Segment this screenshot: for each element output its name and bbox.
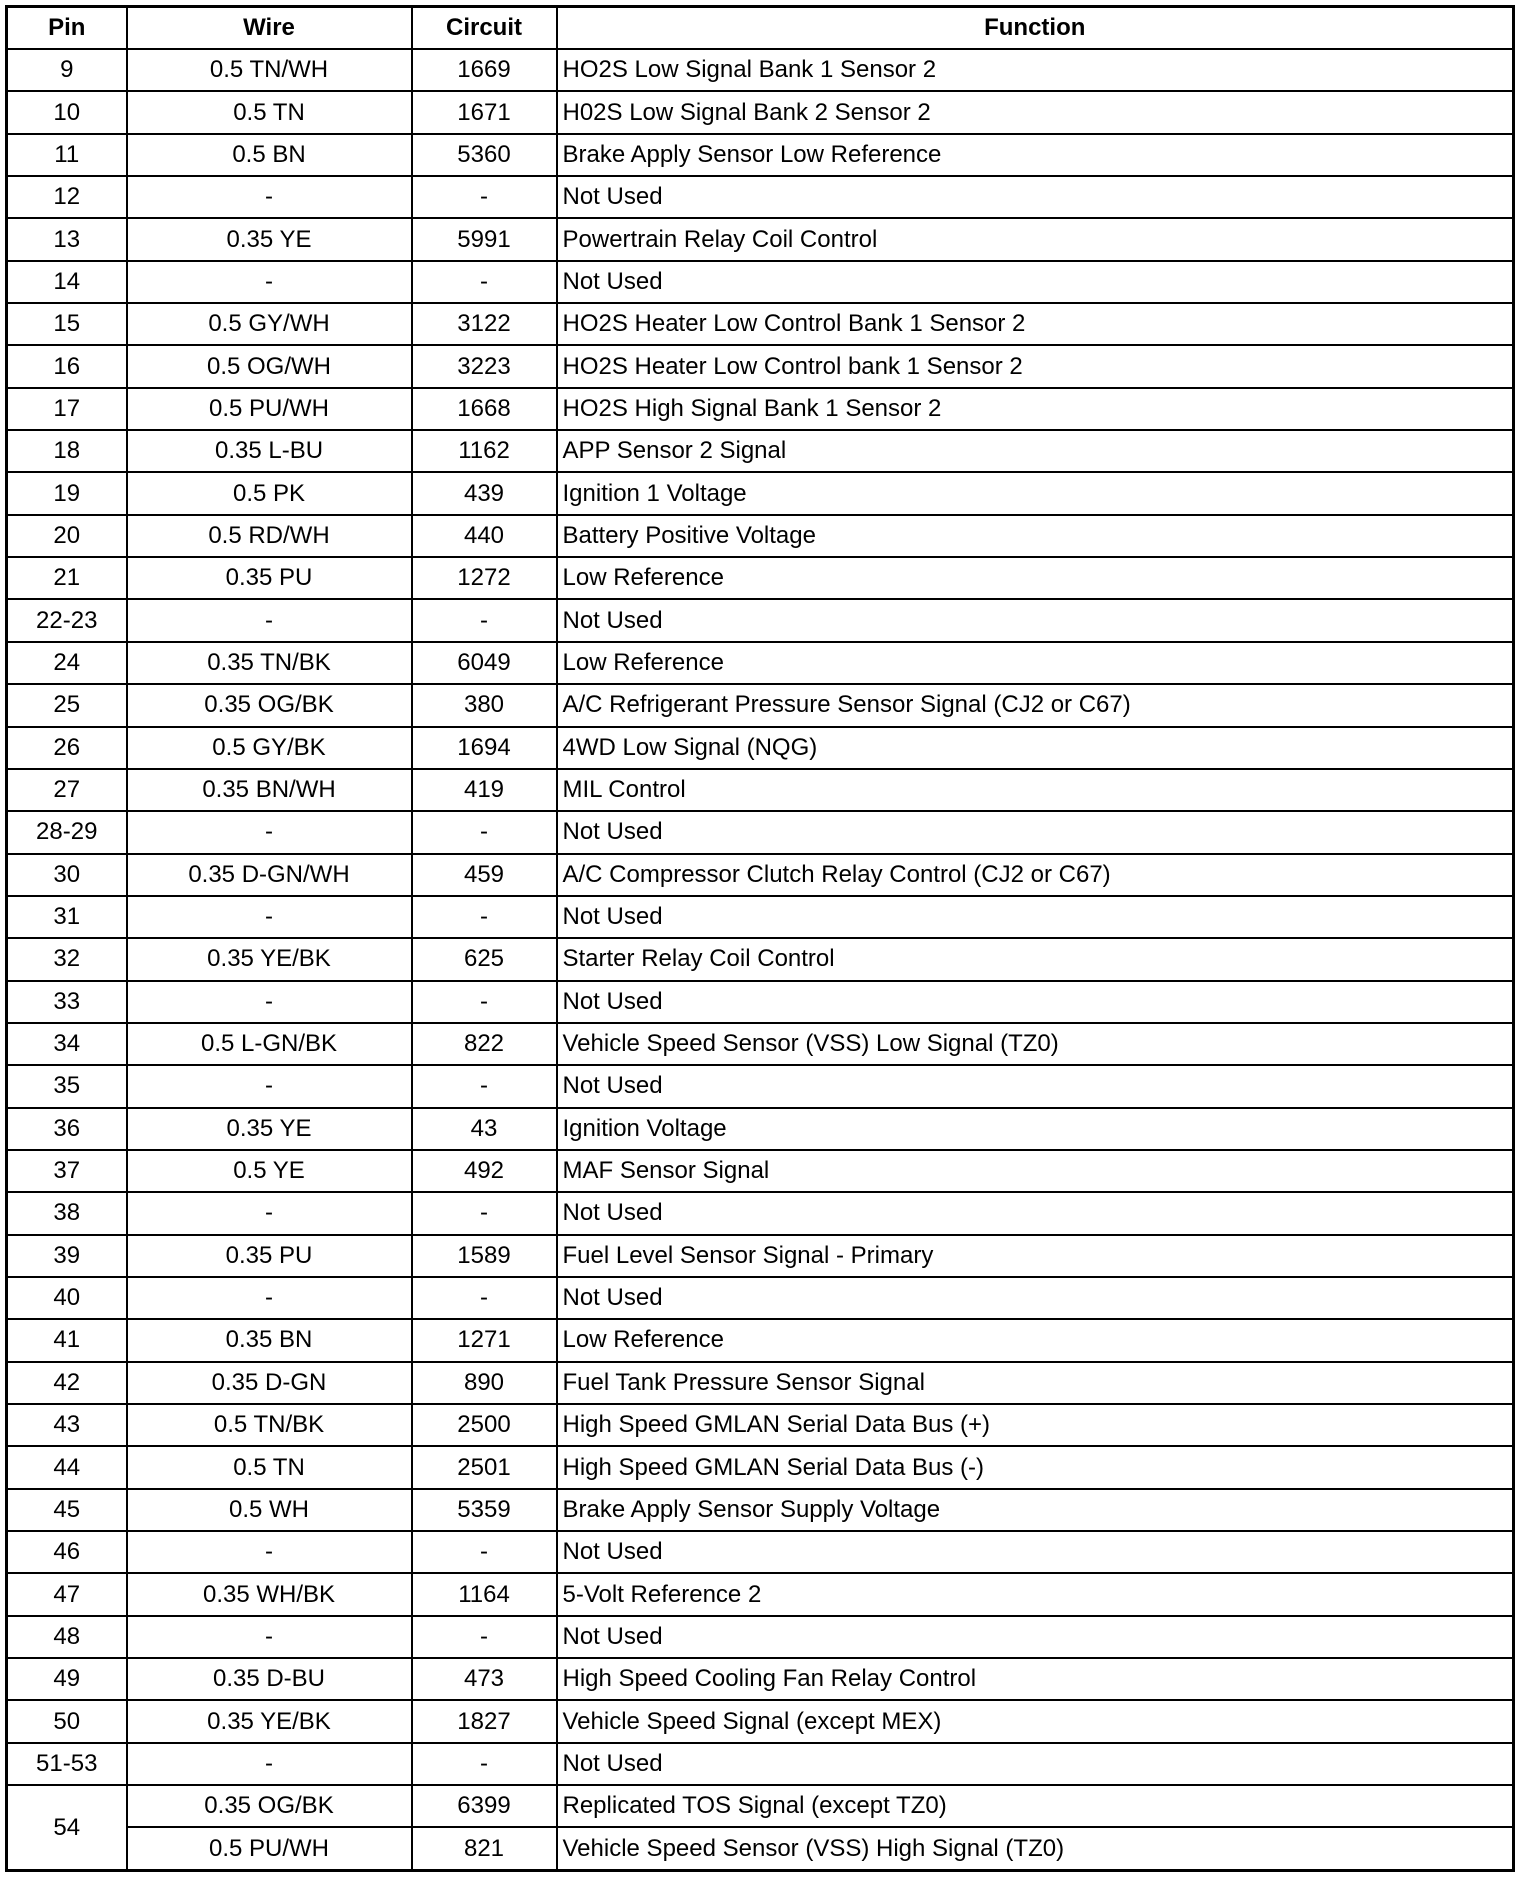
cell-wire: 0.5 YE (127, 1150, 412, 1192)
cell-circuit: 1589 (412, 1235, 557, 1277)
table-row (7, 981, 1514, 1023)
cell-circuit: 492 (412, 1150, 557, 1192)
cell-circuit: - (412, 1616, 557, 1658)
table-row (7, 134, 1514, 176)
cell-function: Powertrain Relay Coil Control (557, 218, 1514, 260)
table-row (7, 1150, 1514, 1192)
table-row (7, 599, 1514, 641)
cell-pin: 30 (7, 854, 127, 896)
cell-wire: 0.35 D-GN (127, 1362, 412, 1404)
cell-circuit: 2500 (412, 1404, 557, 1446)
cell-circuit: - (412, 1277, 557, 1319)
cell-wire: - (127, 1065, 412, 1107)
table-row (7, 218, 1514, 260)
cell-wire: - (127, 811, 412, 853)
cell-function: Low Reference (557, 642, 1514, 684)
cell-function: Not Used (557, 981, 1514, 1023)
cell-wire: 0.35 OG/BK (127, 1785, 412, 1827)
cell-circuit: 6049 (412, 642, 557, 684)
table-row (7, 472, 1514, 514)
cell-wire: 0.35 YE/BK (127, 938, 412, 980)
cell-pin: 19 (7, 472, 127, 514)
cell-circuit: 5991 (412, 218, 557, 260)
table-row (7, 1277, 1514, 1319)
cell-function: Not Used (557, 896, 1514, 938)
cell-pin: 24 (7, 642, 127, 684)
cell-circuit: 890 (412, 1362, 557, 1404)
cell-pin: 39 (7, 1235, 127, 1277)
cell-circuit: - (412, 599, 557, 641)
cell-circuit: 821 (412, 1827, 557, 1870)
cell-wire: 0.5 OG/WH (127, 345, 412, 387)
cell-circuit: 6399 (412, 1785, 557, 1827)
cell-pin: 33 (7, 981, 127, 1023)
cell-circuit: 5360 (412, 134, 557, 176)
table-row (7, 1023, 1514, 1065)
cell-circuit: 1272 (412, 557, 557, 599)
cell-circuit: 1668 (412, 388, 557, 430)
cell-circuit: 1827 (412, 1700, 557, 1742)
cell-function: APP Sensor 2 Signal (557, 430, 1514, 472)
table-row (7, 854, 1514, 896)
header-circuit: Circuit (412, 7, 557, 50)
cell-function: Vehicle Speed Sensor (VSS) Low Signal (TZ0) (557, 1023, 1514, 1065)
cell-wire: 0.35 TN/BK (127, 642, 412, 684)
cell-function: A/C Compressor Clutch Relay Control (CJ2 or C67) (557, 854, 1514, 896)
cell-function: Not Used (557, 1531, 1514, 1573)
cell-function: Not Used (557, 1743, 1514, 1785)
table-row (7, 1700, 1514, 1742)
cell-wire: 0.35 PU (127, 1235, 412, 1277)
table-row-54 (7, 1785, 1514, 1827)
cell-circuit: - (412, 1065, 557, 1107)
cell-function: Not Used (557, 1065, 1514, 1107)
cell-pin: 38 (7, 1192, 127, 1234)
header-pin: Pin (7, 7, 127, 50)
cell-circuit: 380 (412, 684, 557, 726)
table-row (7, 1573, 1514, 1615)
cell-function: Not Used (557, 1192, 1514, 1234)
cell-wire: 0.5 BN (127, 134, 412, 176)
cell-wire: - (127, 1192, 412, 1234)
table-row (7, 557, 1514, 599)
cell-pin: 14 (7, 261, 127, 303)
table-row-54-sub (7, 1827, 1514, 1870)
cell-wire: 0.5 TN (127, 91, 412, 133)
cell-circuit: 625 (412, 938, 557, 980)
table-row (7, 1743, 1514, 1785)
cell-circuit: 1162 (412, 430, 557, 472)
cell-wire: 0.35 YE (127, 1108, 412, 1150)
table-row (7, 176, 1514, 218)
cell-function: Ignition Voltage (557, 1108, 1514, 1150)
cell-pin: 32 (7, 938, 127, 980)
cell-circuit: - (412, 1743, 557, 1785)
header-row (7, 7, 1514, 50)
table-row (7, 1404, 1514, 1446)
cell-wire: - (127, 1277, 412, 1319)
cell-function: HO2S High Signal Bank 1 Sensor 2 (557, 388, 1514, 430)
cell-pin: 43 (7, 1404, 127, 1446)
cell-circuit: 2501 (412, 1446, 557, 1488)
table-row (7, 1616, 1514, 1658)
cell-wire: - (127, 1616, 412, 1658)
cell-pin: 42 (7, 1362, 127, 1404)
cell-function: High Speed GMLAN Serial Data Bus (-) (557, 1446, 1514, 1488)
cell-function: HO2S Heater Low Control Bank 1 Sensor 2 (557, 303, 1514, 345)
cell-wire: 0.5 GY/BK (127, 727, 412, 769)
cell-wire: 0.5 PU/WH (127, 388, 412, 430)
cell-pin: 36 (7, 1108, 127, 1150)
table-row (7, 1065, 1514, 1107)
table-row (7, 388, 1514, 430)
cell-function: Brake Apply Sensor Low Reference (557, 134, 1514, 176)
cell-circuit: - (412, 811, 557, 853)
table-row (7, 811, 1514, 853)
cell-pin: 27 (7, 769, 127, 811)
cell-circuit: 473 (412, 1658, 557, 1700)
cell-circuit: 419 (412, 769, 557, 811)
table-row (7, 1192, 1514, 1234)
table-row (7, 303, 1514, 345)
cell-wire: - (127, 1743, 412, 1785)
cell-function: Not Used (557, 811, 1514, 853)
cell-function: MIL Control (557, 769, 1514, 811)
cell-circuit: 440 (412, 515, 557, 557)
cell-pin: 49 (7, 1658, 127, 1700)
cell-circuit: - (412, 1192, 557, 1234)
cell-pin: 41 (7, 1319, 127, 1361)
cell-function: Not Used (557, 1277, 1514, 1319)
cell-wire: - (127, 1531, 412, 1573)
cell-wire: 0.35 D-BU (127, 1658, 412, 1700)
table-row (7, 769, 1514, 811)
pin-table (5, 5, 1515, 1872)
cell-circuit: 3223 (412, 345, 557, 387)
cell-function: Not Used (557, 1616, 1514, 1658)
cell-circuit: 439 (412, 472, 557, 514)
table-header (7, 7, 1514, 50)
table-row (7, 684, 1514, 726)
cell-function: High Speed GMLAN Serial Data Bus (+) (557, 1404, 1514, 1446)
cell-pin: 22-23 (7, 599, 127, 641)
cell-pin: 21 (7, 557, 127, 599)
table-row (7, 938, 1514, 980)
cell-wire: 0.35 BN (127, 1319, 412, 1361)
cell-wire: 0.35 WH/BK (127, 1573, 412, 1615)
header-function: Function (557, 7, 1514, 50)
cell-circuit: - (412, 896, 557, 938)
cell-function: 4WD Low Signal (NQG) (557, 727, 1514, 769)
cell-wire: - (127, 261, 412, 303)
cell-wire: 0.5 GY/WH (127, 303, 412, 345)
table-row (7, 430, 1514, 472)
cell-function: Fuel Level Sensor Signal - Primary (557, 1235, 1514, 1277)
cell-function: A/C Refrigerant Pressure Sensor Signal (CJ2 or C67) (557, 684, 1514, 726)
cell-pin: 15 (7, 303, 127, 345)
table-row (7, 1319, 1514, 1361)
cell-function: Starter Relay Coil Control (557, 938, 1514, 980)
cell-circuit: - (412, 981, 557, 1023)
cell-pin: 28-29 (7, 811, 127, 853)
cell-wire: 0.5 RD/WH (127, 515, 412, 557)
cell-function: Low Reference (557, 1319, 1514, 1361)
cell-function: MAF Sensor Signal (557, 1150, 1514, 1192)
table-row (7, 345, 1514, 387)
cell-wire: 0.35 PU (127, 557, 412, 599)
cell-pin: 51-53 (7, 1743, 127, 1785)
table-row (7, 1362, 1514, 1404)
cell-pin: 26 (7, 727, 127, 769)
cell-circuit: 822 (412, 1023, 557, 1065)
cell-circuit: 1164 (412, 1573, 557, 1615)
cell-wire: 0.5 L-GN/BK (127, 1023, 412, 1065)
cell-pin: 16 (7, 345, 127, 387)
cell-circuit: 459 (412, 854, 557, 896)
cell-pin: 13 (7, 218, 127, 260)
cell-circuit: - (412, 1531, 557, 1573)
header-wire: Wire (127, 7, 412, 50)
cell-pin: 45 (7, 1489, 127, 1531)
cell-pin: 25 (7, 684, 127, 726)
table-row (7, 1531, 1514, 1573)
cell-wire: 0.35 L-BU (127, 430, 412, 472)
cell-pin: 50 (7, 1700, 127, 1742)
cell-circuit: - (412, 176, 557, 218)
cell-function: HO2S Heater Low Control bank 1 Sensor 2 (557, 345, 1514, 387)
cell-pin: 48 (7, 1616, 127, 1658)
cell-circuit: 5359 (412, 1489, 557, 1531)
table-row (7, 1446, 1514, 1488)
cell-wire: 0.35 D-GN/WH (127, 854, 412, 896)
cell-wire: 0.5 TN/WH (127, 49, 412, 91)
table-row (7, 515, 1514, 557)
table-row (7, 91, 1514, 133)
cell-pin: 34 (7, 1023, 127, 1065)
cell-circuit: - (412, 261, 557, 303)
cell-pin: 44 (7, 1446, 127, 1488)
cell-wire: 0.5 TN/BK (127, 1404, 412, 1446)
table-body (7, 49, 1514, 1871)
cell-wire: - (127, 176, 412, 218)
cell-pin: 17 (7, 388, 127, 430)
cell-pin: 20 (7, 515, 127, 557)
cell-wire: 0.35 OG/BK (127, 684, 412, 726)
table-row (7, 896, 1514, 938)
cell-function: Replicated TOS Signal (except TZ0) (557, 1785, 1514, 1827)
cell-pin: 31 (7, 896, 127, 938)
table-row (7, 727, 1514, 769)
cell-function: Not Used (557, 599, 1514, 641)
cell-function: Brake Apply Sensor Supply Voltage (557, 1489, 1514, 1531)
cell-circuit: 1694 (412, 727, 557, 769)
cell-pin: 46 (7, 1531, 127, 1573)
table-row (7, 49, 1514, 91)
table-row (7, 261, 1514, 303)
cell-function: Battery Positive Voltage (557, 515, 1514, 557)
cell-pin: 47 (7, 1573, 127, 1615)
cell-function: Fuel Tank Pressure Sensor Signal (557, 1362, 1514, 1404)
cell-wire: 0.35 YE (127, 218, 412, 260)
cell-pin: 12 (7, 176, 127, 218)
cell-wire: - (127, 896, 412, 938)
cell-function: 5-Volt Reference 2 (557, 1573, 1514, 1615)
cell-function: Not Used (557, 176, 1514, 218)
cell-function: Low Reference (557, 557, 1514, 599)
cell-wire: 0.5 PK (127, 472, 412, 514)
cell-circuit: 1271 (412, 1319, 557, 1361)
cell-wire: 0.5 TN (127, 1446, 412, 1488)
cell-pin: 40 (7, 1277, 127, 1319)
cell-function: H02S Low Signal Bank 2 Sensor 2 (557, 91, 1514, 133)
cell-wire: 0.35 BN/WH (127, 769, 412, 811)
cell-circuit: 1671 (412, 91, 557, 133)
cell-function: High Speed Cooling Fan Relay Control (557, 1658, 1514, 1700)
cell-pin: 11 (7, 134, 127, 176)
cell-wire: - (127, 981, 412, 1023)
cell-wire: - (127, 599, 412, 641)
cell-pin: 10 (7, 91, 127, 133)
cell-circuit: 43 (412, 1108, 557, 1150)
cell-wire: 0.5 WH (127, 1489, 412, 1531)
cell-function: Vehicle Speed Signal (except MEX) (557, 1700, 1514, 1742)
cell-function: Vehicle Speed Sensor (VSS) High Signal (TZ0) (557, 1827, 1514, 1870)
cell-pin: 9 (7, 49, 127, 91)
table-row (7, 1489, 1514, 1531)
table-row (7, 642, 1514, 684)
cell-pin: 18 (7, 430, 127, 472)
cell-circuit: 1669 (412, 49, 557, 91)
cell-function: HO2S Low Signal Bank 1 Sensor 2 (557, 49, 1514, 91)
cell-pin: 35 (7, 1065, 127, 1107)
cell-wire: 0.5 PU/WH (127, 1827, 412, 1870)
cell-function: Not Used (557, 261, 1514, 303)
table-row (7, 1235, 1514, 1277)
table-row (7, 1108, 1514, 1150)
cell-pin: 54 (7, 1785, 127, 1870)
cell-pin: 37 (7, 1150, 127, 1192)
cell-function: Ignition 1 Voltage (557, 472, 1514, 514)
table-row (7, 1658, 1514, 1700)
cell-circuit: 3122 (412, 303, 557, 345)
cell-wire: 0.35 YE/BK (127, 1700, 412, 1742)
